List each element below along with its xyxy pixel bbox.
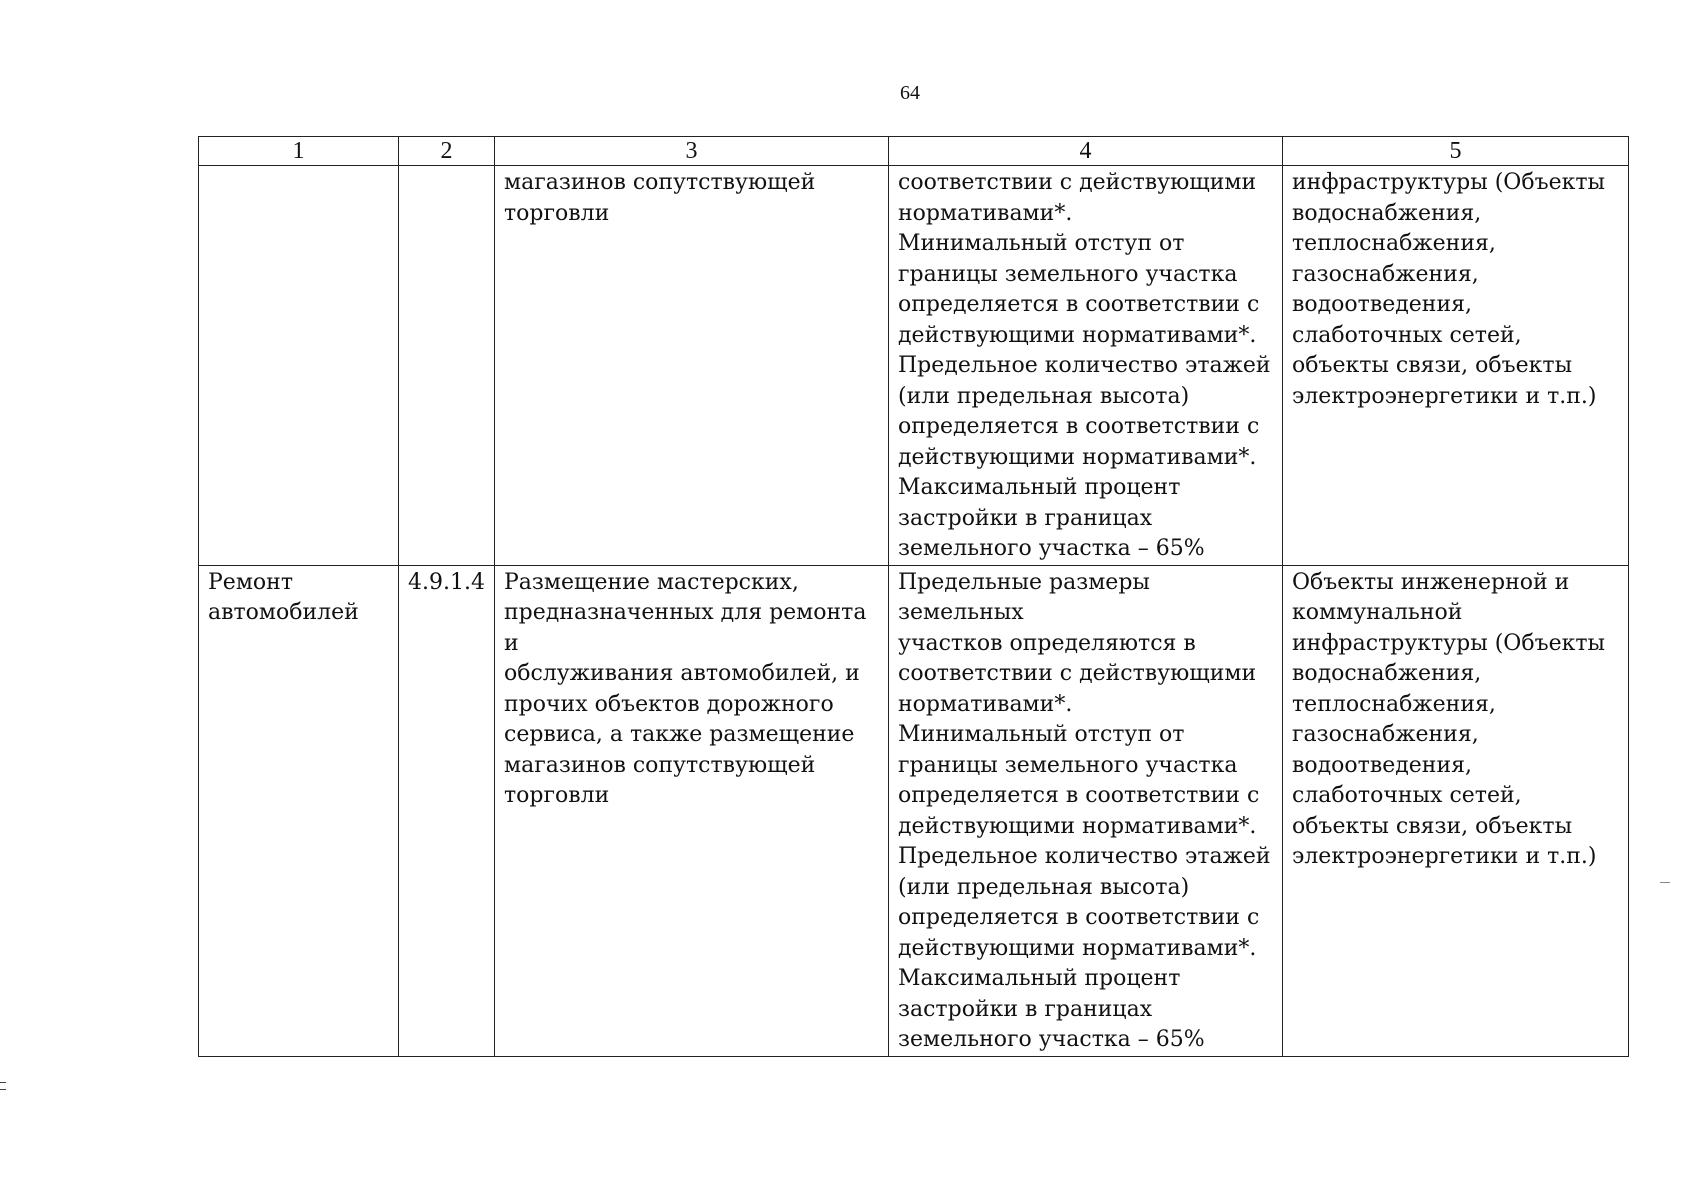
parameters-cell xyxy=(889,166,1283,566)
auxiliary-uses-cell xyxy=(1283,166,1629,566)
column-header-3: 3 xyxy=(495,137,889,166)
column-header-1: 1 xyxy=(199,137,399,166)
use-name-cell xyxy=(199,166,399,566)
parameters-text: Предельные размеры земельных участков определяются в соответствии с действующими нормативами*. Минимальный отступ от границы земельного участка определяется в соответствии с действующими нормативами*. Предельное количество этажей (или предельная высота) определяется в соответствии с действующими нормативами*. Максимальный процент застройки в границах земельного участка – 65% xyxy=(898,569,1271,1052)
use-code-cell xyxy=(399,166,495,566)
scan-margin-dash xyxy=(1660,882,1670,883)
use-code-cell xyxy=(399,565,495,1056)
use-description-text: Размещение мастерских, предназначенных для ремонта и обслуживания автомобилей, и прочих объектов дорожного сервиса, а также размещение магазинов сопутствующей торговли xyxy=(504,569,867,808)
use-code-text: 4.9.1.4 xyxy=(408,569,485,595)
column-header-2: 2 xyxy=(399,137,495,166)
parameters-cell xyxy=(889,565,1283,1056)
column-header-4: 4 xyxy=(889,137,1283,166)
auxiliary-uses-text: Объекты инженерной и коммунальной инфраструктуры (Объекты водоснабжения, теплоснабжения, газоснабжения, водоотведения, слаботочных сетей, объекты связи, объекты электроэнергетики и т.п.) xyxy=(1292,569,1606,869)
land-use-table xyxy=(198,136,1629,1057)
scan-margin-mark xyxy=(0,1082,6,1090)
use-description-text: магазинов сопутствующей торговли xyxy=(504,170,816,226)
auxiliary-uses-cell xyxy=(1283,565,1629,1056)
table-header-row xyxy=(199,137,1629,166)
column-header-5: 5 xyxy=(1283,137,1629,166)
table-row xyxy=(199,565,1629,1056)
use-description-cell xyxy=(495,166,889,566)
auxiliary-uses-text: инфраструктуры (Объекты водоснабжения, теплоснабжения, газоснабжения, водоотведения, слаботочных сетей, объекты связи, объекты электроэнергетики и т.п.) xyxy=(1292,170,1606,409)
parameters-text: соответствии с действующими нормативами*. Минимальный отступ от границы земельного участка определяется в соответствии с действующими нормативами*. Предельное количество этажей (или предельная высота) определяется в соответствии с действующими нормативами*. Максимальный процент застройки в границах земельного участка – 65% xyxy=(898,170,1271,561)
page-number: 64 xyxy=(900,82,920,104)
use-description-cell xyxy=(495,565,889,1056)
use-name-cell xyxy=(199,565,399,1056)
table-row xyxy=(199,166,1629,566)
use-name-text: Ремонт автомобилей xyxy=(208,569,359,625)
